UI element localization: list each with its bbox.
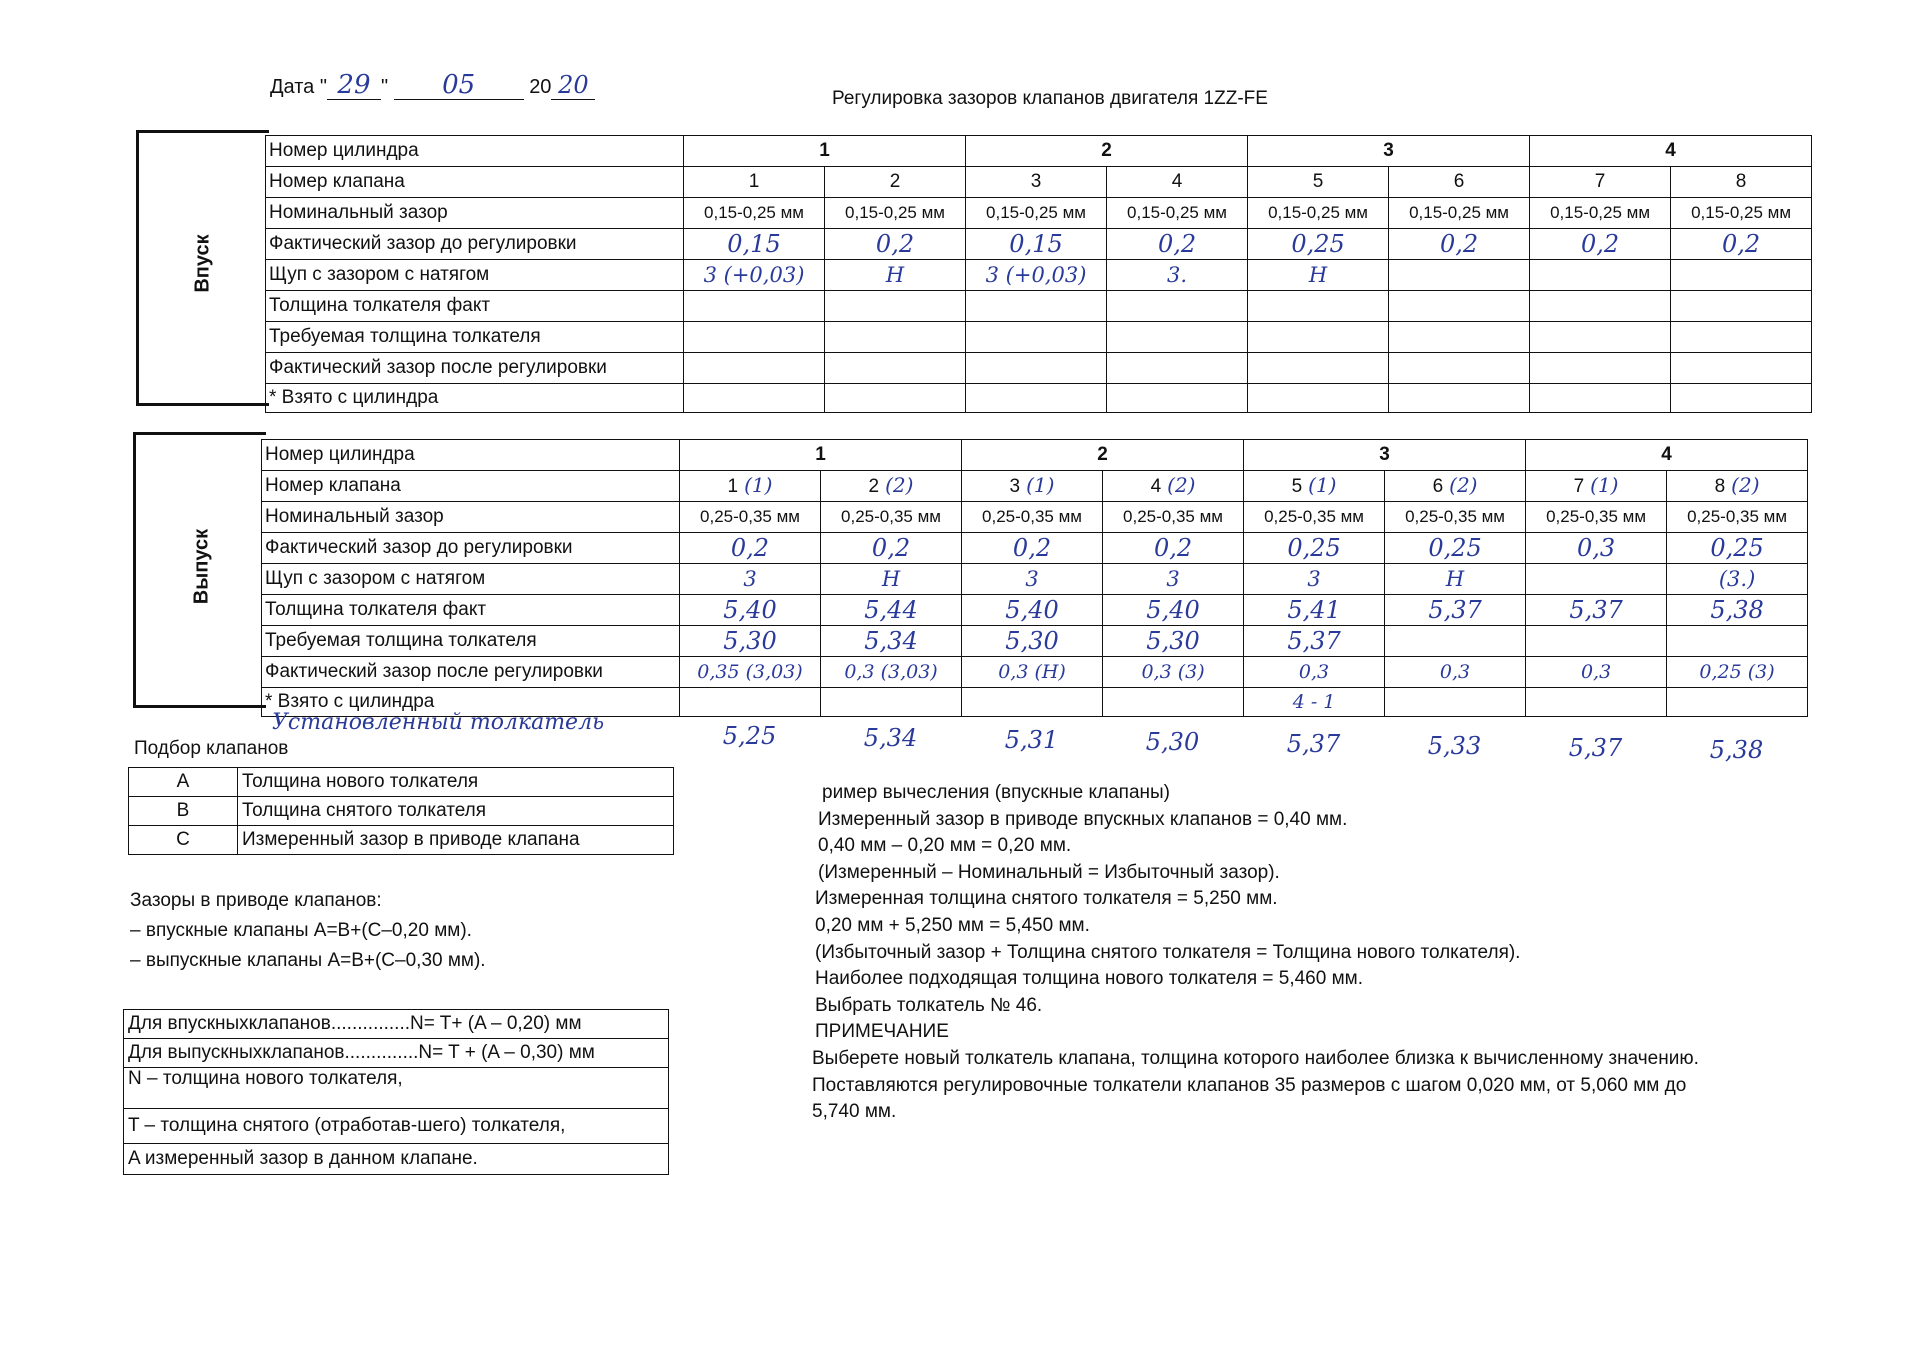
valve-number-text: 5 (1291, 476, 1303, 497)
table-row (266, 198, 1812, 229)
valve-number (821, 471, 962, 502)
gap-before: 0,2 (1671, 229, 1812, 260)
valve-number (825, 167, 966, 198)
gap-before: 0,2 (825, 229, 966, 260)
row-label: Щуп с зазором с натягом (266, 260, 684, 291)
table-row (262, 626, 1808, 657)
selection-text: Толщина снятого толкателя (238, 797, 674, 826)
table-row (262, 657, 1808, 688)
row-label: Фактический зазор до регулировки (262, 533, 680, 564)
example-line: 0,20 мм + 5,250 мм = 5,450 мм. (815, 915, 1090, 936)
table-row (266, 229, 1812, 260)
selection-row (129, 768, 674, 797)
valve-number-text: 3 (1030, 171, 1042, 192)
installed-lifter-value: 5,34 (863, 724, 918, 752)
gaps-exhaust: – выпускные клапаны A=B+(C–0,30 мм). (130, 950, 486, 971)
valve-number-text: 7 (1573, 476, 1585, 497)
nominal-gap: 0,25-0,35 мм (1526, 502, 1667, 533)
row-label: Толщина толкателя факт (262, 595, 680, 626)
valve-pair-mark: (2) (1167, 473, 1196, 497)
example-line: ример вычесления (впускные клапаны) (822, 782, 1171, 803)
valve-number-text: 6 (1432, 476, 1444, 497)
formula-row (124, 1144, 669, 1175)
feeler-value: Н (821, 564, 962, 595)
cylinder-number: 2 (962, 440, 1244, 471)
installed-lifter-value: 5,33 (1427, 732, 1482, 760)
valve-number (1389, 167, 1530, 198)
gap-before: 0,25 (1667, 533, 1808, 564)
taken-from (966, 384, 1107, 413)
cylinder-number: 1 (684, 136, 966, 167)
valve-number (1671, 167, 1812, 198)
valve-number (1385, 471, 1526, 502)
valve-number-text: 8 (1714, 476, 1726, 497)
lifter-required: 5,30 (680, 626, 821, 657)
selection-title: Подбор клапанов (134, 738, 289, 759)
row-label: * Взято с цилиндра (262, 688, 680, 717)
nominal-gap: 0,15-0,25 мм (1107, 198, 1248, 229)
taken-from (1530, 384, 1671, 413)
table-row (262, 595, 1808, 626)
table-row (266, 260, 1812, 291)
nominal-gap: 0,25-0,35 мм (1385, 502, 1526, 533)
intake-side-label: Впуск (191, 234, 214, 293)
nominal-gap: 0,15-0,25 мм (966, 198, 1107, 229)
taken-from (1389, 384, 1530, 413)
row-label: Требуемая толщина толкателя (266, 322, 684, 353)
valve-number-text: 5 (1312, 171, 1324, 192)
gap-after: 0,25 (3) (1667, 657, 1808, 688)
gap-after (966, 353, 1107, 384)
gap-before: 0,2 (1389, 229, 1530, 260)
gap-after: 0,3 (3,03) (821, 657, 962, 688)
gap-before: 0,2 (1530, 229, 1671, 260)
taken-from (1671, 384, 1812, 413)
date-line (270, 72, 595, 101)
row-label: Фактический зазор после регулировки (262, 657, 680, 688)
feeler-value: 3 (1244, 564, 1385, 595)
taken-from (680, 688, 821, 717)
lifter-actual: 5,37 (1385, 595, 1526, 626)
example-line: Измеренная толщина снятого толкателя = 5,250 мм. (815, 888, 1278, 910)
nominal-gap: 0,15-0,25 мм (1530, 198, 1671, 229)
row-label: * Взято с цилиндра (266, 384, 684, 413)
table-row (266, 136, 1812, 167)
valve-number-text: 3 (1009, 476, 1021, 497)
row-label: Номер цилиндра (262, 440, 680, 471)
cylinder-number: 1 (680, 440, 962, 471)
feeler-value: 3 (962, 564, 1103, 595)
installed-lifter-value: 5,37 (1286, 730, 1341, 758)
feeler-value: 3 (+0,03) (966, 260, 1107, 291)
taken-from (1385, 688, 1526, 717)
lifter-required: 5,30 (1103, 626, 1244, 657)
lifter-required (825, 322, 966, 353)
valve-number-text: 1 (748, 171, 760, 192)
lifter-actual (1389, 291, 1530, 322)
table-row (262, 440, 1808, 471)
nominal-gap: 0,15-0,25 мм (1671, 198, 1812, 229)
lifter-actual: 5,40 (962, 595, 1103, 626)
formula-t-def: T – толщина снятого (отработав-шего) толкателя, (124, 1109, 669, 1144)
gap-after (1530, 353, 1671, 384)
lifter-required (1389, 322, 1530, 353)
cylinder-number: 3 (1244, 440, 1526, 471)
taken-from (1107, 384, 1248, 413)
gap-before: 0,2 (1103, 533, 1244, 564)
gap-before: 0,2 (680, 533, 821, 564)
row-label: Номинальный зазор (266, 198, 684, 229)
valve-number (1530, 167, 1671, 198)
nominal-gap: 0,15-0,25 мм (1389, 198, 1530, 229)
feeler-value (1530, 260, 1671, 291)
lifter-required: 5,30 (962, 626, 1103, 657)
valve-number (680, 471, 821, 502)
table-row (262, 564, 1808, 595)
valve-number (962, 471, 1103, 502)
valve-number (1103, 471, 1244, 502)
lifter-actual: 5,44 (821, 595, 962, 626)
gap-before: 0,2 (1107, 229, 1248, 260)
selection-table (128, 767, 674, 855)
valve-number-text: 7 (1594, 171, 1606, 192)
nominal-gap: 0,25-0,35 мм (1667, 502, 1808, 533)
formula-row (124, 1010, 669, 1039)
lifter-required (1667, 626, 1808, 657)
valve-number (1107, 167, 1248, 198)
installed-lifter-value: 5,25 (722, 722, 777, 750)
valve-number-text: 2 (889, 171, 901, 192)
valve-number-text: 6 (1453, 171, 1465, 192)
gap-after (1248, 353, 1389, 384)
date-month: 05 (394, 72, 524, 100)
table-row (262, 471, 1808, 502)
selection-key: B (129, 797, 238, 826)
lifter-required: 5,37 (1244, 626, 1385, 657)
gap-after: 0,3 (1244, 657, 1385, 688)
lifter-actual (966, 291, 1107, 322)
formula-row (124, 1109, 669, 1144)
lifter-actual (1107, 291, 1248, 322)
date-day: 29 (327, 72, 381, 100)
valve-pair-mark: (2) (1731, 473, 1760, 497)
row-label: Требуемая толщина толкателя (262, 626, 680, 657)
lifter-required (1671, 322, 1812, 353)
table-row (266, 322, 1812, 353)
taken-from (821, 688, 962, 717)
formula-exhaust: Для выпускныхклапанов..............N= T + (A – 0,30) мм (124, 1039, 669, 1068)
taken-from (1103, 688, 1244, 717)
feeler-value: Н (1385, 564, 1526, 595)
feeler-value: 3 (+0,03) (684, 260, 825, 291)
gap-after: 0,35 (3,03) (680, 657, 821, 688)
example-line: Измеренный зазор в приводе впускных клапанов = 0,40 мм. (818, 808, 1348, 830)
lifter-required: 5,34 (821, 626, 962, 657)
valve-pair-mark: (1) (1590, 473, 1619, 497)
example-line: Наиболее подходящая толщина нового толкателя = 5,460 мм. (815, 968, 1363, 990)
installed-lifter-value: 5,30 (1145, 728, 1200, 756)
gap-after (1107, 353, 1248, 384)
taken-from (825, 384, 966, 413)
nominal-gap: 0,25-0,35 мм (962, 502, 1103, 533)
example-line: 5,740 мм. (812, 1101, 897, 1123)
valve-number (684, 167, 825, 198)
selection-row (129, 797, 674, 826)
row-label: Толщина толкателя факт (266, 291, 684, 322)
gap-before: 0,15 (684, 229, 825, 260)
cylinder-number: 2 (966, 136, 1248, 167)
feeler-value: 3. (1107, 260, 1248, 291)
example-line: 0,40 мм – 0,20 мм = 0,20 мм. (818, 835, 1072, 857)
selection-key: C (129, 826, 238, 855)
gap-after: 0,3 (Н) (962, 657, 1103, 688)
row-label: Фактический зазор до регулировки (266, 229, 684, 260)
formula-row (124, 1068, 669, 1109)
feeler-value (1671, 260, 1812, 291)
valve-pair-mark: (1) (1308, 473, 1337, 497)
example-line: Выберете новый толкатель клапана, толщина которого наиболее близка к вычисленному значению. (812, 1048, 1699, 1069)
gap-before: 0,2 (962, 533, 1103, 564)
nominal-gap: 0,25-0,35 мм (821, 502, 962, 533)
cylinder-number: 4 (1530, 136, 1812, 167)
valve-number-text: 4 (1171, 171, 1183, 192)
feeler-value: Н (825, 260, 966, 291)
row-label: Щуп с зазором с натягом (262, 564, 680, 595)
example-line: Выбрать толкатель № 46. (815, 994, 1043, 1016)
valve-pair-mark: (1) (1026, 473, 1055, 497)
valve-number-text: 8 (1735, 171, 1747, 192)
selection-text: Измеренный зазор в приводе клапана (238, 826, 674, 855)
row-label: Номер клапана (266, 167, 684, 198)
valve-number (1667, 471, 1808, 502)
lifter-actual (1671, 291, 1812, 322)
feeler-value: 3 (1103, 564, 1244, 595)
gaps-title: Зазоры в приводе клапанов: (130, 890, 382, 911)
gap-after (825, 353, 966, 384)
cylinder-number: 4 (1526, 440, 1808, 471)
example-line: ПРИМЕЧАНИЕ (815, 1021, 949, 1043)
row-label: Фактический зазор после регулировки (266, 353, 684, 384)
formula-table (123, 1009, 669, 1175)
nominal-gap: 0,25-0,35 мм (1244, 502, 1385, 533)
valve-number-text: 4 (1150, 476, 1162, 497)
gap-after (1389, 353, 1530, 384)
gap-after (684, 353, 825, 384)
installed-lifter-value: 5,37 (1568, 734, 1623, 762)
lifter-required (1530, 322, 1671, 353)
intake-table (265, 135, 1812, 413)
row-label: Номер клапана (262, 471, 680, 502)
feeler-value: (3.) (1667, 564, 1808, 595)
installed-lifter-value: 5,31 (1004, 726, 1059, 754)
formula-n-def: N – толщина нового толкателя, (124, 1068, 669, 1109)
gap-after: 0,3 (1385, 657, 1526, 688)
valve-number-text: 1 (727, 476, 739, 497)
valve-number-text: 2 (868, 476, 880, 497)
table-row (266, 291, 1812, 322)
lifter-actual: 5,41 (1244, 595, 1385, 626)
formula-a-def: A измеренный зазор в данном клапане. (124, 1144, 669, 1175)
example-line: (Измеренный – Номинальный = Избыточный зазор). (818, 861, 1280, 883)
gap-before: 0,25 (1244, 533, 1385, 564)
selection-key: A (129, 768, 238, 797)
table-row (262, 533, 1808, 564)
example-line: Поставляются регулировочные толкатели клапанов 35 размеров с шагом 0,020 мм, от 5,060 мм до (812, 1074, 1687, 1096)
row-label: Номер цилиндра (266, 136, 684, 167)
valve-number (966, 167, 1107, 198)
feeler-value (1526, 564, 1667, 595)
taken-from (962, 688, 1103, 717)
gap-after (1671, 353, 1812, 384)
example-line: (Избыточный зазор + Толщина снятого толкателя = Толщина нового толкателя). (815, 941, 1521, 963)
installed-lifter-label: Установленный толкатель (272, 710, 605, 735)
table-row (266, 384, 1812, 413)
date-separator: " (380, 76, 389, 98)
lifter-required (966, 322, 1107, 353)
cylinder-number: 3 (1248, 136, 1530, 167)
formula-intake: Для впускныхклапанов...............N= T+ (A – 0,20) мм (124, 1010, 669, 1039)
lifter-actual (684, 291, 825, 322)
page-title: Регулировка зазоров клапанов двигателя 1ZZ-FE (832, 88, 1268, 109)
taken-from: 4 - 1 (1244, 688, 1385, 717)
table-row (266, 167, 1812, 198)
date-label: Дата " (270, 76, 327, 98)
valve-pair-mark: (1) (744, 473, 773, 497)
lifter-actual: 5,37 (1526, 595, 1667, 626)
installed-lifter-value: 5,38 (1709, 736, 1764, 764)
exhaust-side-label: Выпуск (190, 528, 213, 605)
gap-before: 0,15 (966, 229, 1107, 260)
gaps-intake: – впускные клапаны A=B+(C–0,20 мм). (130, 920, 472, 941)
selection-row (129, 826, 674, 855)
valve-pair-mark: (2) (1449, 473, 1478, 497)
feeler-value: 3 (680, 564, 821, 595)
selection-text: Толщина нового толкателя (238, 768, 674, 797)
exhaust-table (261, 439, 1808, 717)
feeler-value: Н (1248, 260, 1389, 291)
lifter-actual: 5,38 (1667, 595, 1808, 626)
taken-from (1667, 688, 1808, 717)
nominal-gap: 0,15-0,25 мм (1248, 198, 1389, 229)
lifter-actual: 5,40 (680, 595, 821, 626)
lifter-required (1248, 322, 1389, 353)
date-year-prefix: 20 (529, 76, 552, 98)
valve-number (1526, 471, 1667, 502)
lifter-required (1107, 322, 1248, 353)
lifter-actual (825, 291, 966, 322)
table-row (266, 353, 1812, 384)
lifter-actual: 5,40 (1103, 595, 1244, 626)
table-row (262, 502, 1808, 533)
gap-before: 0,3 (1526, 533, 1667, 564)
row-label: Номинальный зазор (262, 502, 680, 533)
gap-before: 0,25 (1385, 533, 1526, 564)
gap-after: 0,3 (1526, 657, 1667, 688)
formula-row (124, 1039, 669, 1068)
taken-from (1526, 688, 1667, 717)
gap-before: 0,2 (821, 533, 962, 564)
feeler-value (1389, 260, 1530, 291)
date-year: 20 (551, 72, 595, 100)
lifter-required (1385, 626, 1526, 657)
nominal-gap: 0,15-0,25 мм (825, 198, 966, 229)
lifter-actual (1530, 291, 1671, 322)
lifter-required (1526, 626, 1667, 657)
nominal-gap: 0,25-0,35 мм (1103, 502, 1244, 533)
nominal-gap: 0,15-0,25 мм (684, 198, 825, 229)
lifter-required (684, 322, 825, 353)
valve-number (1248, 167, 1389, 198)
taken-from (1248, 384, 1389, 413)
gap-after: 0,3 (3) (1103, 657, 1244, 688)
taken-from (684, 384, 825, 413)
valve-pair-mark: (2) (885, 473, 914, 497)
valve-number (1244, 471, 1385, 502)
lifter-actual (1248, 291, 1389, 322)
gap-before: 0,25 (1248, 229, 1389, 260)
nominal-gap: 0,25-0,35 мм (680, 502, 821, 533)
